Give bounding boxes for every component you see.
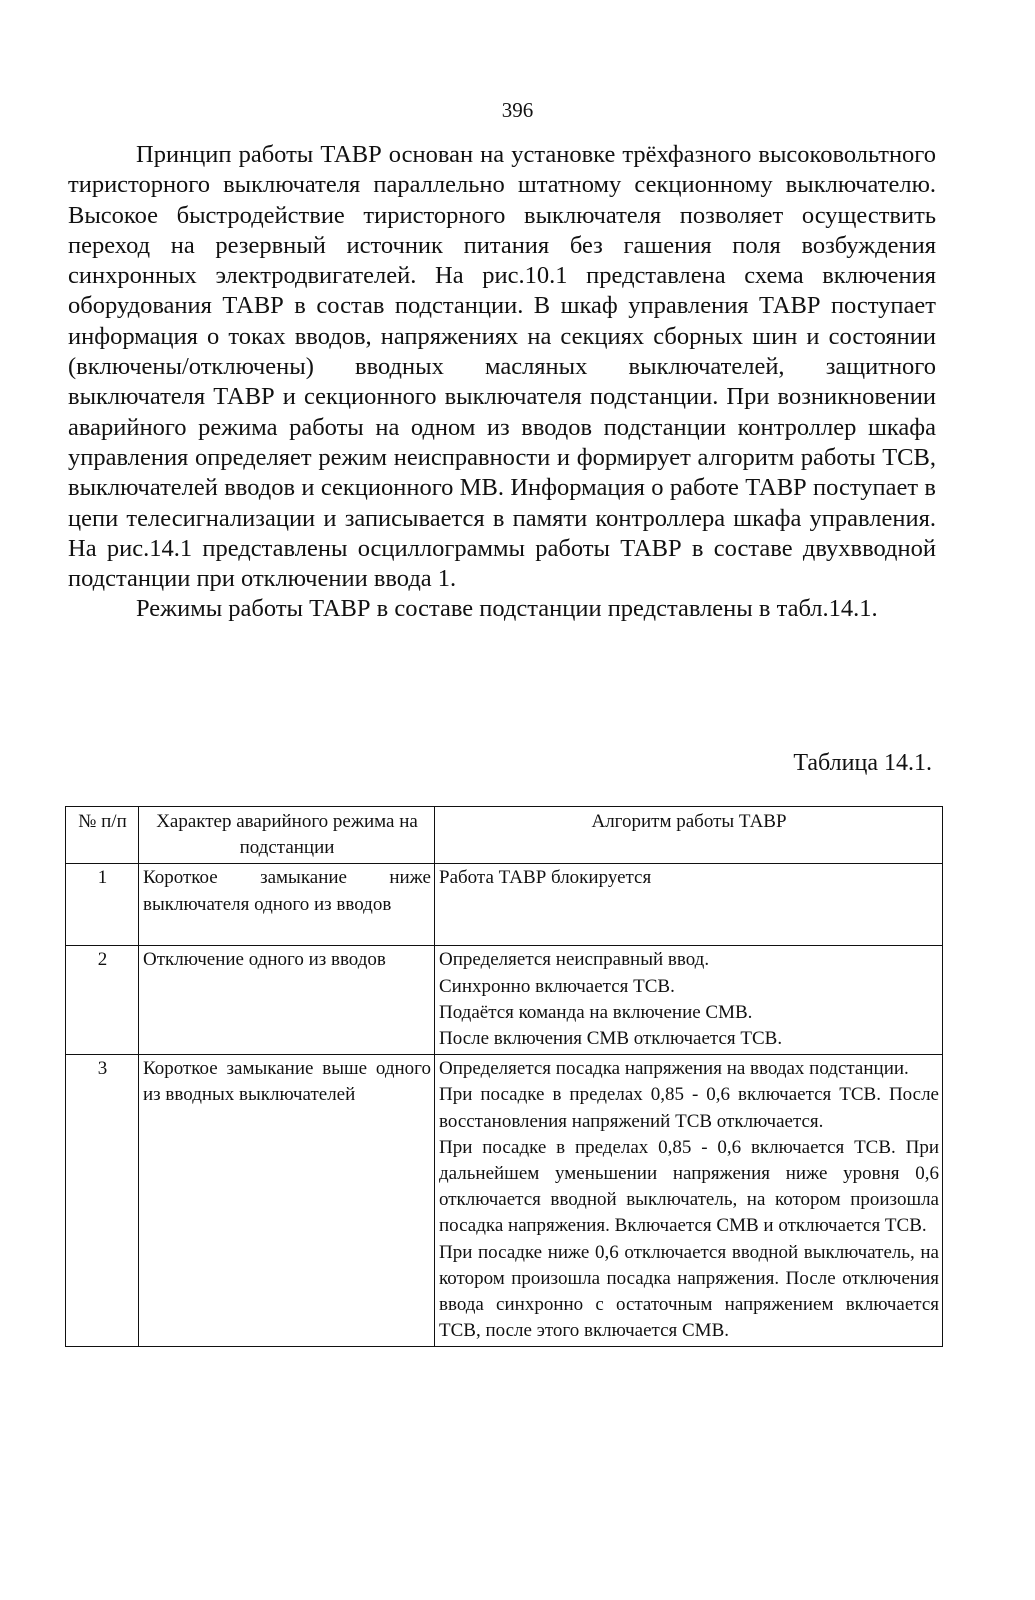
page-number: 396 — [501, 98, 534, 122]
body-text — [68, 140, 936, 625]
algorithm-step: Работа ТАВР блокируется — [439, 867, 652, 889]
algorithm-step: При посадке в пределах 0,85 - 0,6 включается ТСВ. При дальнейшем уменьшении напряжения ниже уровня 0,6 отключается вводной выключатель, на котором произошла посадка напряжения. Включается СМВ и отключается ТСВ. — [439, 1136, 939, 1237]
row-number: 3 — [66, 1055, 139, 1347]
paragraph: Режимы работы ТАВР в составе подстанции представлены в табл.14.1. — [136, 595, 878, 623]
algorithm-step: Определяется неисправный ввод. — [439, 949, 710, 971]
table-row — [66, 864, 943, 946]
row-algorithm — [435, 1055, 943, 1347]
algorithm-step: После включения СМВ отключается ТСВ. — [439, 1028, 783, 1050]
algorithm-step: При посадке в пределах 0,85 - 0,6 включается ТСВ. После восстановления напряжений ТСВ отключается. — [439, 1084, 939, 1132]
row-character: Короткое замыкание ниже выключателя одного из вводов — [139, 864, 435, 946]
table-caption: Таблица 14.1. — [793, 750, 932, 776]
modes-table — [65, 806, 943, 1347]
algorithm-step: Определяется посадка напряжения на вводах подстанции. — [439, 1058, 909, 1080]
table-row — [66, 946, 943, 1055]
row-character: Отключение одного из вводов — [139, 946, 435, 1055]
table-header-row — [66, 807, 943, 864]
row-algorithm — [435, 946, 943, 1055]
header-number: № п/п — [66, 807, 139, 864]
algorithm-step: Подаётся команда на включение СМВ. — [439, 1001, 753, 1023]
header-algorithm: Алгоритм работы ТАВР — [435, 807, 943, 864]
table-row — [66, 1055, 943, 1347]
row-number: 1 — [66, 864, 139, 946]
algorithm-step: Синхронно включается ТСВ. — [439, 975, 675, 997]
row-algorithm — [435, 864, 943, 946]
row-character: Короткое замыкание выше одного из вводных выключателей — [139, 1055, 435, 1347]
row-number: 2 — [66, 946, 139, 1055]
paragraph: Принцип работы ТАВР основан на установке трёхфазного высоковольтного тиристорного выключателя параллельно штатному секционному выключателю. Высокое быстродействие тиристорного выключателя позволяет осуществить переход на резервный источник питания без гашения поля возбуждения синхронных электродвигателей. На рис.10.1 представлена схема включения оборудования ТАВР в состав подстанции. В шкаф управления ТАВР поступает информация о токах вводов, напряжениях на секциях сборных шин и состоянии (включены/отключены) вводных масляных выключателей, защитного выключателя ТАВР и секционного выключателя подстанции. При возникновении аварийного режима работы на одном из вводов подстанции контроллер шкафа управления определяет режим неисправности и формирует алгоритм работы ТСВ, выключателей вводов и секционного МВ. Информация о работе ТАВР поступает в цепи телесигнализации и записывается в памяти контроллера шкафа управления. На рис.14.1 представлены осциллограммы работы ТАВР в составе двухвводной подстанции при отключении ввода 1. — [68, 141, 936, 593]
algorithm-step: При посадке ниже 0,6 отключается вводной выключатель, на котором произошла посадка напряжения. После отключения ввода синхронно с остаточным напряжением включается ТСВ, после этого включается СМВ. — [439, 1241, 939, 1342]
header-character: Характер аварийного режима на подстанции — [139, 807, 435, 864]
